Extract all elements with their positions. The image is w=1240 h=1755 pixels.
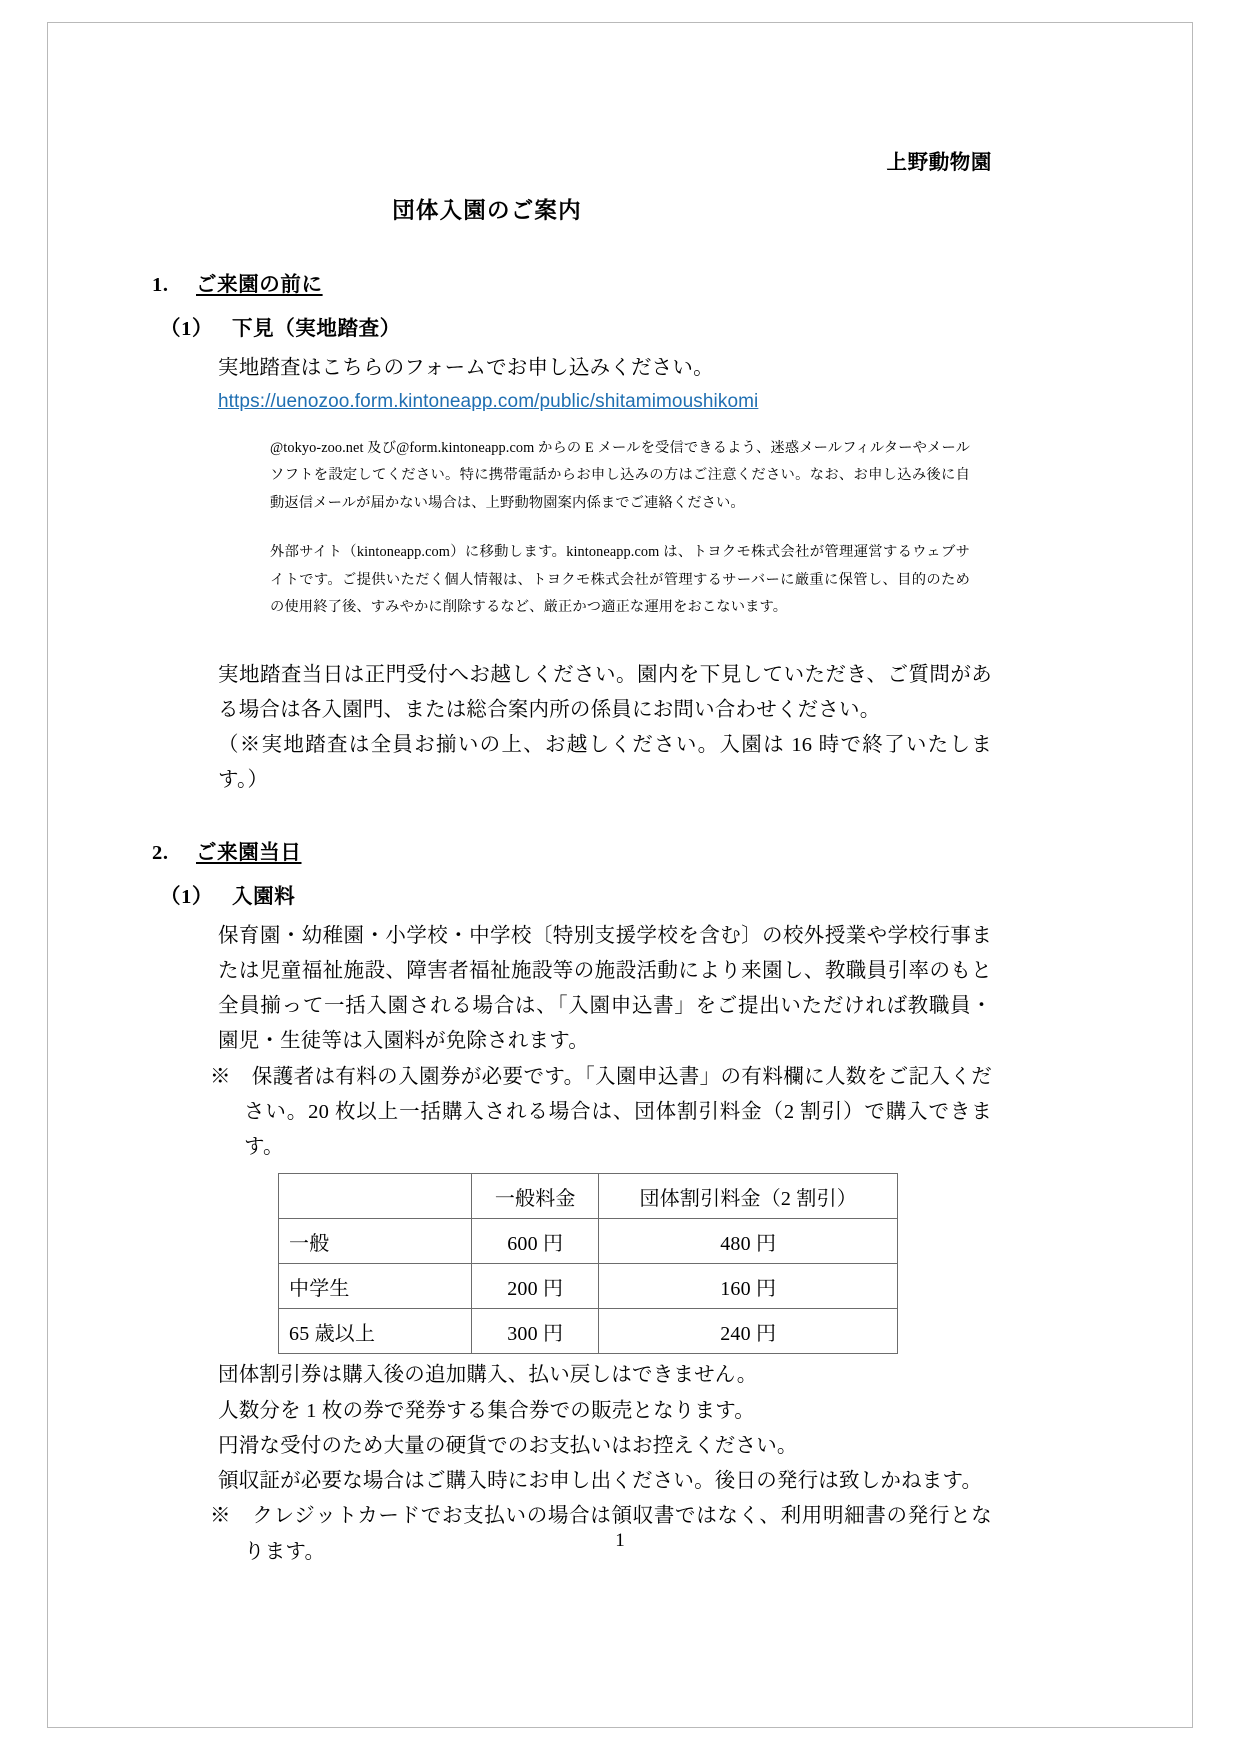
spacer [152, 622, 992, 658]
section-2-title: ご来園当日 [196, 841, 302, 864]
form-url-line [152, 391, 992, 413]
table-row [279, 1219, 898, 1264]
note-credit-card: ※ クレジットカードでお支払いの場合は領収書ではなく、利用明細書の発行となります。 [210, 1505, 992, 1563]
section-1-title: ご来園の前に [196, 273, 323, 296]
section-1-sub-title: 下見（実地踏査） [232, 317, 401, 340]
row-juniorhigh-group-fee: 160 円 [599, 1264, 898, 1309]
fine-print-external-site-notice: 外部サイト（kintoneapp.com）に移動します。kintoneapp.com は、トヨクモ株式会社が管理運営するウェブサイトです。ご提供いただく個人情報は、トヨクモ株式会社が管理するサーバーに厳重に保管し、目的のための使用終了後、すみやかに削除するなど、厳正かつ適正な運用をおこないます。 [270, 544, 970, 616]
section-2-sub-title: 入園料 [232, 885, 296, 908]
row-senior-group-fee: 240 円 [599, 1309, 898, 1354]
shitami-day-paragraph: 実地踏査当日は正門受付へお越しください。園内を下見していただき、ご質問がある場合は各入園門、または総合案内所の係員にお問い合わせください。 [218, 663, 992, 721]
note-no-refund: 団体割引券は購入後の追加購入、払い戻しはできません。 [218, 1364, 758, 1387]
table-header-blank [279, 1174, 472, 1219]
row-juniorhigh-normal-fee: 200 円 [472, 1264, 599, 1309]
section-2-heading [152, 835, 992, 865]
note-group-ticket: 人数分を 1 枚の券で発券する集合券での販売となります。 [218, 1399, 755, 1422]
fine-print-email-notice: @tokyo-zoo.net 及び@form.kintoneapp.com からの E メールを受信できるよう、迷惑メールフィルターやメールソフトを設定してください。特に携帯電話からお申し込みの方はご注意ください。なお、お申し込み後に自動返信メールが届かない場合は、上野動物園案内係までご連絡ください。 [270, 439, 970, 511]
admission-fee-paragraph: 保育園・幼稚園・小学校・中学校〔特別支援学校を含む〕の校外授業や学校行事または児童福祉施設、障害者福祉施設等の施設活動により来園し、教職員引率のもと全員揃って一括入園される場合は、「入園申込書」をご提出いただければ教職員・園児・生徒等は入園料が免除されます。 [218, 924, 992, 1053]
section-1-heading [152, 267, 992, 297]
shitami-closing-note: （※実地踏査は全員お揃いの上、お越しください。入園は 16 時で終了いたします。） [218, 734, 992, 792]
spacer [152, 799, 992, 835]
organization-name: 上野動物園 [886, 152, 992, 174]
section-2-sub-number: （1） [160, 885, 214, 908]
section-1-sub-heading [152, 311, 992, 341]
form-url-link[interactable]: https://uenozoo.form.kintoneapp.com/public/shitamimoushikomi [218, 390, 759, 412]
table-row [279, 1264, 898, 1309]
shitami-intro-text: 実地踏査はこちらのフォームでお申し込みください。 [218, 356, 714, 379]
row-label-juniorhigh: 中学生 [279, 1264, 472, 1309]
table-header-row [279, 1174, 898, 1219]
row-senior-normal-fee: 300 円 [472, 1309, 599, 1354]
table-header-group-fee: 団体割引料金（2 割引） [599, 1174, 898, 1219]
section-1-number: 1. [152, 273, 169, 296]
row-general-normal-fee: 600 円 [472, 1219, 599, 1264]
note-coin-payment: 円滑な受付のため大量の硬貨でのお支払いはお控えください。 [218, 1434, 798, 1457]
price-table [278, 1173, 898, 1354]
row-label-senior: 65 歳以上 [279, 1309, 472, 1354]
page-title: 団体入園のご案内 [392, 197, 582, 223]
row-general-group-fee: 480 円 [599, 1219, 898, 1264]
page-number: 1 [615, 1530, 625, 1551]
note-receipt: 領収証が必要な場合はご購入時にお申し出ください。後日の発行は致しかねます。 [218, 1470, 983, 1493]
section-2-sub-heading [152, 879, 992, 909]
document-content [152, 150, 992, 1570]
section-2-number: 2. [152, 841, 169, 864]
section-1-sub-number: （1） [160, 317, 214, 340]
guardian-ticket-note: ※ 保護者は有料の入園券が必要です。「入園申込書」の有料欄に人数をご記入ください。20 枚以上一括購入される場合は、団体割引料金（2 割引）で購入できます。 [210, 1065, 992, 1159]
table-header-normal-fee: 一般料金 [472, 1174, 599, 1219]
table-row [279, 1309, 898, 1354]
row-label-general: 一般 [279, 1219, 472, 1264]
